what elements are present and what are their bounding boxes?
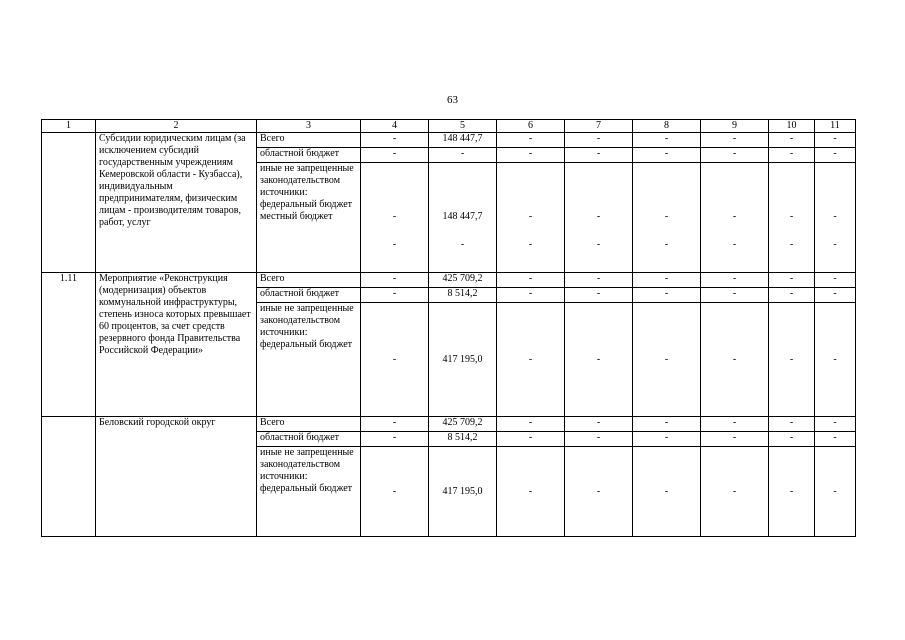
value-cell: -: [497, 133, 565, 148]
value-cell: -: [769, 303, 815, 417]
value-cell: -: [701, 133, 769, 148]
value-cell: -: [361, 417, 429, 432]
value-cell: -: [361, 447, 429, 537]
value-cell: -: [701, 432, 769, 447]
source-label: иные не запрещенные законодательством источники:: [260, 447, 354, 482]
value-cell: -: [497, 432, 565, 447]
value-cell: -: [497, 447, 565, 537]
source-label: Всего: [257, 133, 361, 148]
value-cell: 148 447,7: [429, 133, 497, 148]
source-label-block: [257, 163, 361, 273]
value-cell: -: [528, 211, 533, 222]
value-cell: -: [361, 148, 429, 163]
value-cell: -: [789, 211, 794, 222]
value-cell: -: [815, 417, 856, 432]
value-cell: -: [701, 148, 769, 163]
value-cell: -: [789, 239, 794, 250]
value-cell: -: [596, 211, 601, 222]
value-cell: -: [565, 417, 633, 432]
source-label: федеральный бюджет: [260, 339, 353, 350]
value-cell: -: [701, 447, 769, 537]
source-label: федеральный бюджет: [260, 483, 353, 494]
header-cell: 4: [361, 120, 429, 133]
value-cell: -: [633, 288, 701, 303]
value-cell: -: [361, 273, 429, 288]
value-cell: -: [664, 239, 669, 250]
value-cell: -: [833, 211, 837, 222]
header-cell: 2: [96, 120, 257, 133]
value-cell: 8 514,2: [429, 432, 497, 447]
source-label: областной бюджет: [257, 148, 361, 163]
source-label: областной бюджет: [257, 432, 361, 447]
budget-table: [41, 119, 856, 537]
value-cell: -: [769, 432, 815, 447]
value-cell: -: [769, 133, 815, 148]
value-cell: -: [361, 432, 429, 447]
value-cell: -: [565, 288, 633, 303]
value-cell: -: [732, 211, 737, 222]
value-cell: -: [633, 133, 701, 148]
value-block: [769, 163, 815, 273]
value-cell: 425 709,2: [429, 273, 497, 288]
item-number: [42, 417, 96, 537]
value-cell: -: [596, 239, 601, 250]
value-cell: -: [701, 303, 769, 417]
value-cell: -: [633, 273, 701, 288]
value-cell: -: [815, 148, 856, 163]
header-cell: 11: [815, 120, 856, 133]
value-cell: -: [701, 417, 769, 432]
value-cell: -: [361, 288, 429, 303]
value-cell: -: [815, 273, 856, 288]
source-label: иные не запрещенные законодательством источники:: [260, 303, 354, 338]
header-cell: 3: [257, 120, 361, 133]
value-cell: -: [497, 148, 565, 163]
value-cell: 417 195,0: [429, 447, 497, 537]
value-block: [815, 163, 856, 273]
value-cell: -: [429, 148, 497, 163]
value-block: [701, 163, 769, 273]
value-cell: -: [633, 432, 701, 447]
value-cell: -: [732, 239, 737, 250]
value-block: [429, 163, 497, 273]
value-cell: -: [815, 288, 856, 303]
value-cell: -: [815, 447, 856, 537]
source-label: местный бюджет: [260, 211, 333, 222]
value-cell: 417 195,0: [429, 303, 497, 417]
value-cell: -: [497, 417, 565, 432]
value-cell: -: [769, 273, 815, 288]
table-row: [42, 417, 856, 432]
value-cell: -: [815, 432, 856, 447]
header-cell: 1: [42, 120, 96, 133]
value-cell: 148 447,7: [442, 211, 483, 222]
item-number: 1.11: [42, 273, 96, 417]
item-description: Беловский городской округ: [96, 417, 257, 537]
value-cell: -: [565, 447, 633, 537]
value-cell: -: [769, 288, 815, 303]
value-cell: -: [497, 288, 565, 303]
header-cell: 7: [565, 120, 633, 133]
value-cell: -: [769, 148, 815, 163]
value-block: [361, 163, 429, 273]
item-description: Мероприятие «Реконструкция (модернизация) объектов коммунальной инфраструктуры, степень износа которых превышает 60 процентов, за счет средств резервного фонда Правительства Российской Федерации»: [96, 273, 257, 417]
value-block: [633, 163, 701, 273]
header-cell: 10: [769, 120, 815, 133]
value-cell: -: [633, 303, 701, 417]
header-cell: 6: [497, 120, 565, 133]
value-cell: -: [833, 239, 837, 250]
value-cell: -: [497, 273, 565, 288]
table-row: [42, 133, 856, 148]
value-cell: -: [633, 148, 701, 163]
value-cell: -: [565, 273, 633, 288]
value-cell: -: [815, 303, 856, 417]
value-cell: -: [701, 273, 769, 288]
value-block: [565, 163, 633, 273]
value-cell: -: [497, 303, 565, 417]
source-label: Всего: [257, 273, 361, 288]
header-cell: 9: [701, 120, 769, 133]
page-number: 63: [447, 94, 458, 106]
value-cell: -: [815, 133, 856, 148]
source-label: иные не запрещенные законодательством источники:: [260, 163, 354, 198]
value-cell: 8 514,2: [429, 288, 497, 303]
source-label: Всего: [257, 417, 361, 432]
table-row: [42, 273, 856, 288]
item-description: Субсидии юридическим лицам (за исключением субсидий государственным учреждениям Кемеровской области - Кузбасса), индивидуальным предпринимателям, физическим лицам - производителям товаров, работ, услуг: [96, 133, 257, 273]
value-cell: -: [664, 211, 669, 222]
value-cell: -: [392, 211, 397, 222]
value-cell: -: [361, 133, 429, 148]
value-cell: -: [769, 447, 815, 537]
value-cell: -: [392, 239, 397, 250]
value-cell: -: [565, 303, 633, 417]
item-number: [42, 133, 96, 273]
value-cell: -: [565, 133, 633, 148]
header-cell: 8: [633, 120, 701, 133]
source-label: областной бюджет: [257, 288, 361, 303]
source-label-block: [257, 303, 361, 417]
source-label: федеральный бюджет: [260, 199, 353, 210]
value-cell: -: [528, 239, 533, 250]
value-cell: -: [460, 239, 465, 250]
header-cell: 5: [429, 120, 497, 133]
value-cell: 425 709,2: [429, 417, 497, 432]
value-cell: -: [565, 148, 633, 163]
value-cell: -: [633, 447, 701, 537]
value-cell: -: [701, 288, 769, 303]
value-cell: -: [769, 417, 815, 432]
value-cell: -: [565, 432, 633, 447]
value-block: [497, 163, 565, 273]
value-cell: -: [633, 417, 701, 432]
value-cell: -: [361, 303, 429, 417]
header-row: [42, 120, 856, 133]
source-label-block: [257, 447, 361, 537]
